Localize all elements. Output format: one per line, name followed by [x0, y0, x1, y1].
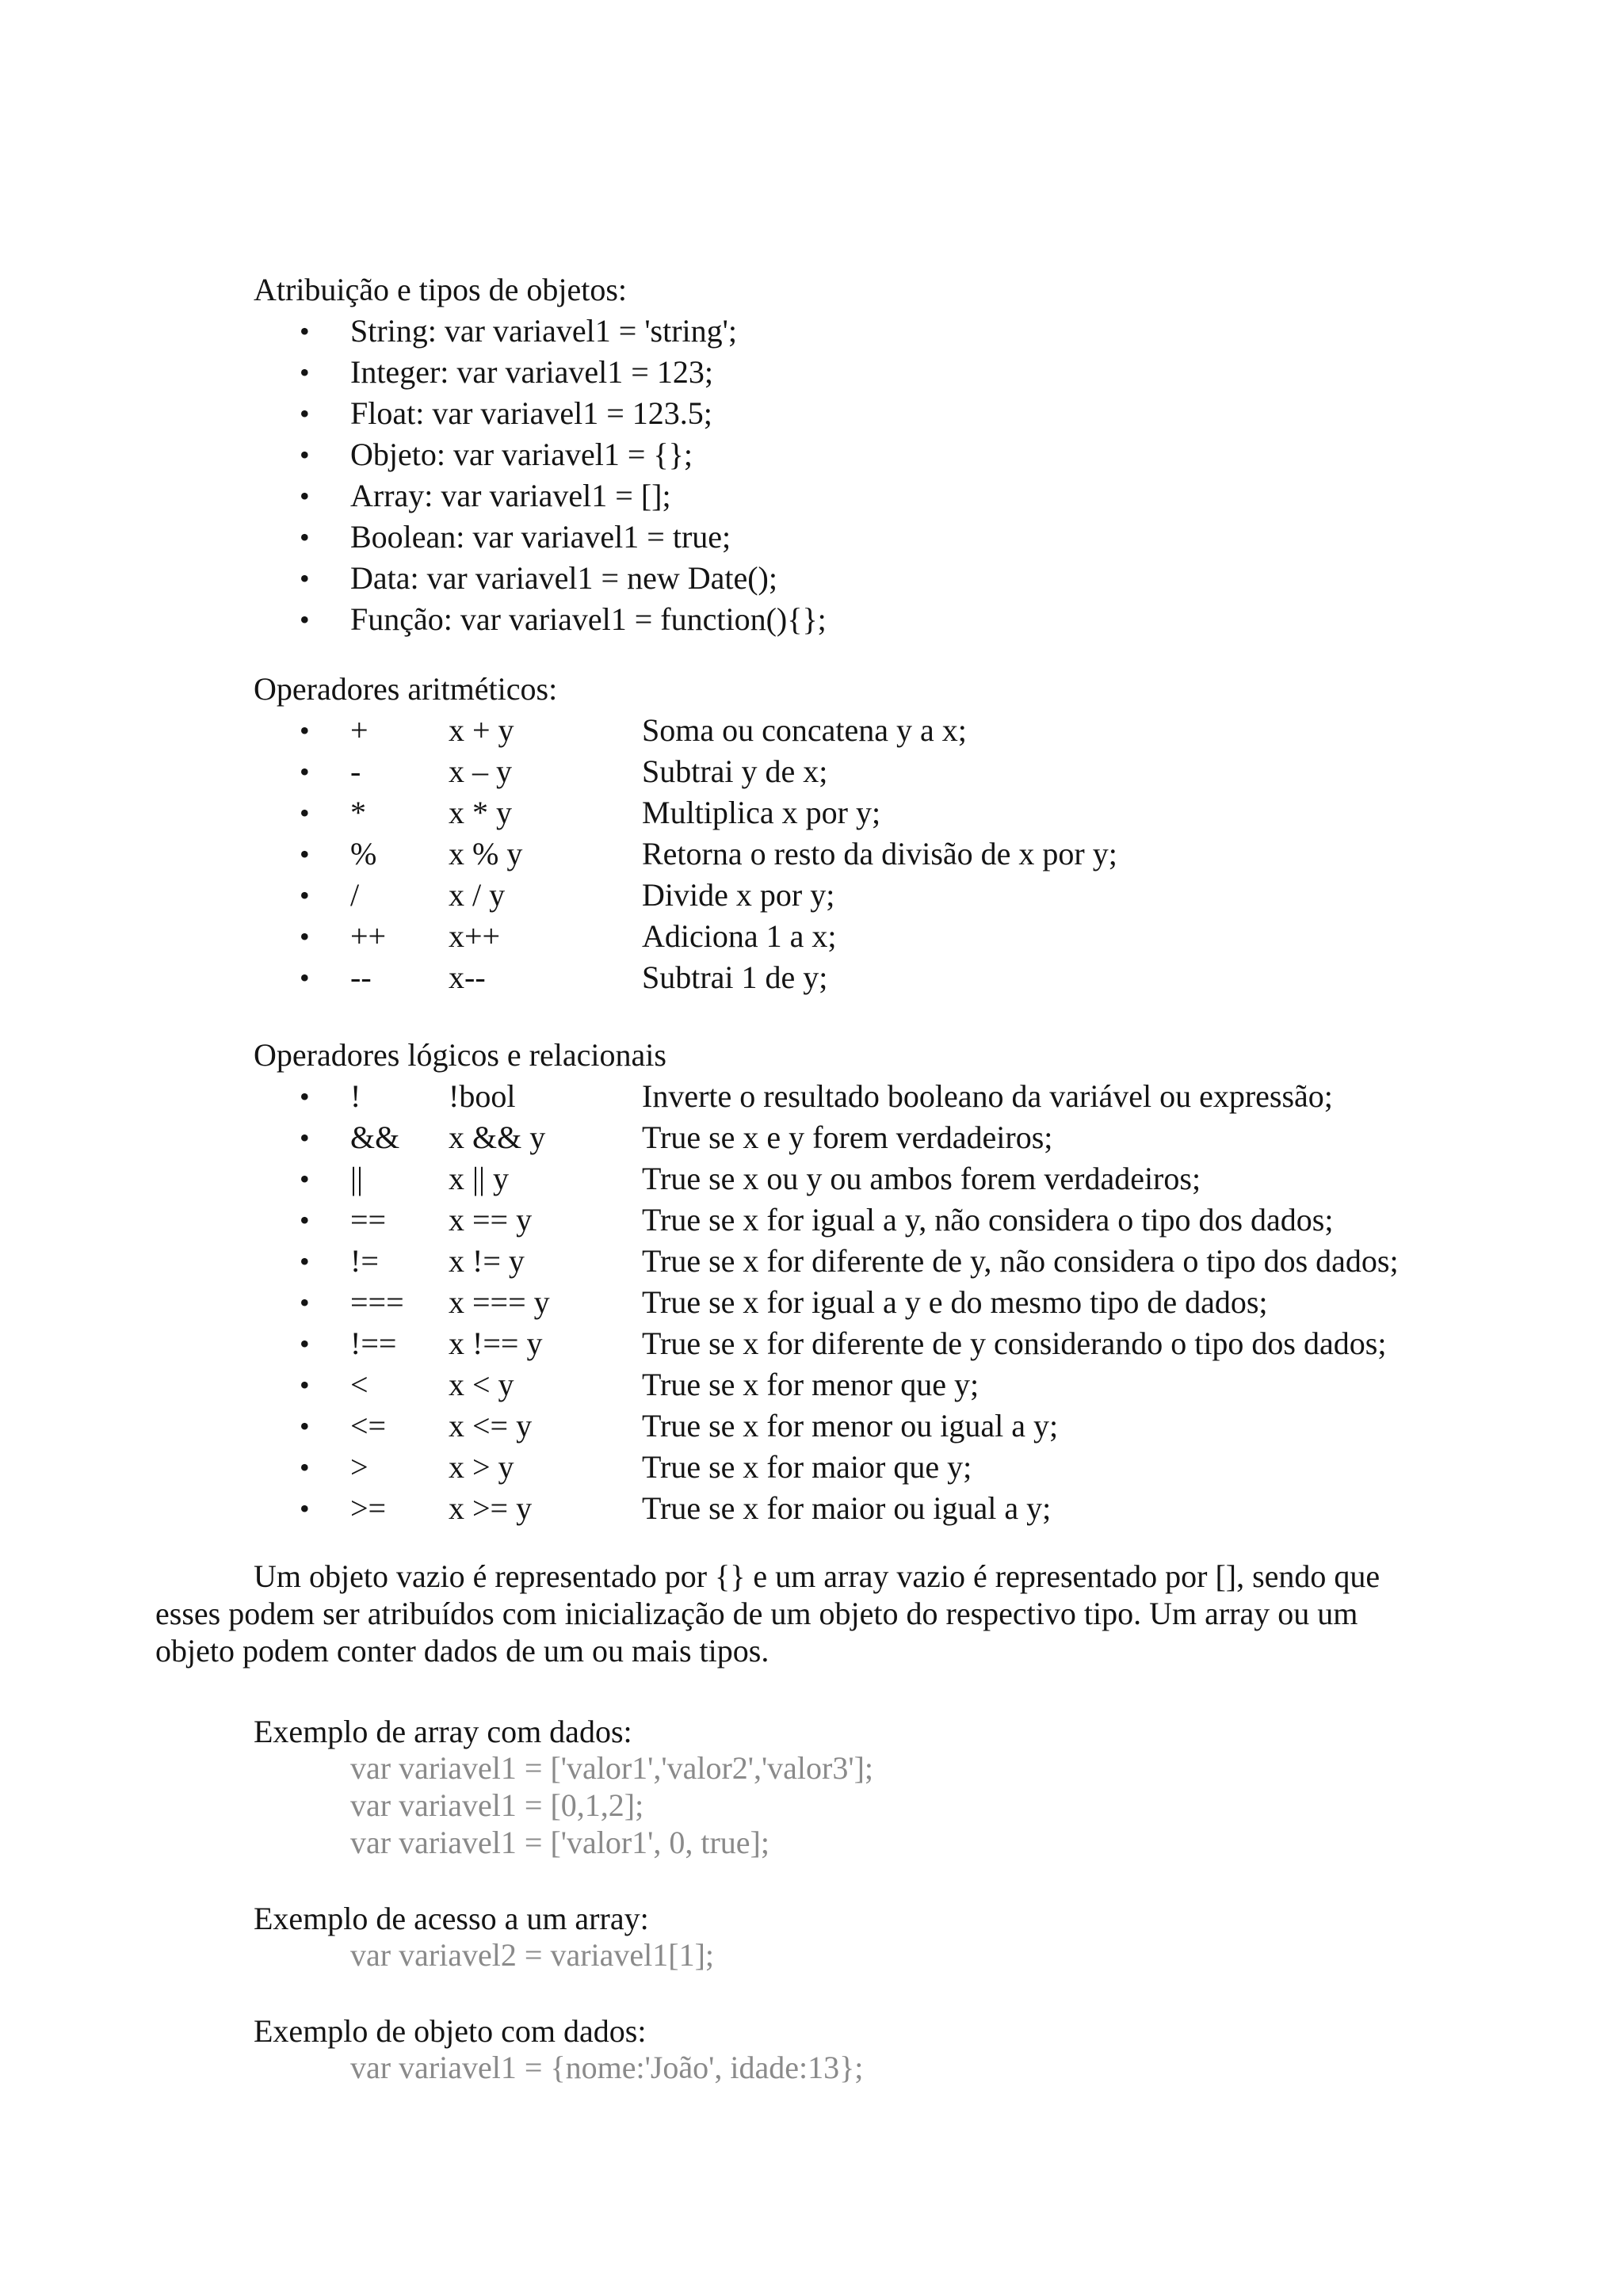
- code-line: var variavel2 = variavel1[1];: [350, 1937, 715, 1973]
- bullet: •: [300, 315, 310, 347]
- bullet: •: [300, 604, 310, 635]
- operator-expression: x > y: [449, 1449, 514, 1485]
- bullet: •: [300, 962, 310, 994]
- bullet: •: [300, 1245, 310, 1277]
- bullet: •: [300, 1493, 310, 1524]
- operator-expression: x < y: [449, 1367, 514, 1402]
- operator-expression: x--: [449, 959, 486, 995]
- bullet: •: [300, 838, 310, 870]
- operator-symbol: !: [350, 1078, 361, 1114]
- bullet: •: [300, 357, 310, 388]
- operator-expression: x * y: [449, 795, 512, 830]
- code-line: var variavel1 = ['valor1','valor2','valor3'];: [350, 1750, 873, 1786]
- operator-expression: x % y: [449, 836, 523, 871]
- example-object-title: Exemplo de objeto com dados:: [254, 2013, 647, 2049]
- bullet: •: [300, 797, 310, 829]
- operator-symbol: ||: [350, 1161, 364, 1196]
- operator-description: Adiciona 1 a x;: [642, 918, 837, 954]
- operator-symbol: >=: [350, 1490, 387, 1526]
- operator-expression: x++: [449, 918, 501, 954]
- bullet: •: [300, 1122, 310, 1154]
- example-access-title: Exemplo de acesso a um array:: [254, 1901, 649, 1936]
- operator-expression: x >= y: [449, 1490, 533, 1526]
- operator-description: True se x for diferente de y, não considera o tipo dos dados;: [642, 1243, 1399, 1279]
- paragraph-line: esses podem ser atribuídos com inicialização de um objeto do respectivo tipo. Um array ou um: [155, 1596, 1358, 1631]
- section-logic-title: Operadores lógicos e relacionais: [254, 1037, 666, 1073]
- body-paragraph: [155, 1558, 1439, 1669]
- operator-symbol: -: [350, 753, 361, 789]
- operator-description: True se x for diferente de y considerando o tipo dos dados;: [642, 1325, 1387, 1361]
- operator-expression: !bool: [449, 1078, 516, 1114]
- bullet: •: [300, 1328, 310, 1360]
- bullet: •: [300, 439, 310, 471]
- paragraph-line: objeto podem conter dados de um ou mais tipos.: [155, 1633, 769, 1669]
- operator-description: True se x for igual a y, não considera o tipo dos dados;: [642, 1202, 1334, 1238]
- operator-description: True se x ou y ou ambos forem verdadeiros;: [642, 1161, 1201, 1196]
- bullet: •: [300, 1204, 310, 1236]
- operator-symbol: %: [350, 836, 377, 871]
- bullet: •: [300, 480, 310, 512]
- code-line: var variavel1 = ['valor1', 0, true];: [350, 1825, 769, 1860]
- bullet: •: [300, 398, 310, 429]
- operator-description: Subtrai y de x;: [642, 753, 828, 789]
- operator-symbol: !=: [350, 1243, 379, 1279]
- operator-symbol: *: [350, 795, 366, 830]
- operator-description: Inverte o resultado booleano da variável ou expressão;: [642, 1078, 1333, 1114]
- operator-expression: x !== y: [449, 1325, 543, 1361]
- operator-expression: x + y: [449, 712, 514, 748]
- bullet: •: [300, 563, 310, 594]
- operator-symbol: /: [350, 877, 360, 913]
- operator-symbol: >: [350, 1449, 369, 1485]
- bullet: •: [300, 1451, 310, 1483]
- operator-symbol: !==: [350, 1325, 397, 1361]
- section-types-title: Atribuição e tipos de objetos:: [254, 272, 628, 307]
- operator-expression: x != y: [449, 1243, 525, 1279]
- operator-symbol: <: [350, 1367, 369, 1402]
- bullet: •: [300, 521, 310, 553]
- bullet: •: [300, 1369, 310, 1401]
- bullet: •: [300, 1081, 310, 1112]
- bullet: •: [300, 921, 310, 952]
- bullet: •: [300, 1287, 310, 1318]
- operator-expression: x – y: [449, 753, 512, 789]
- operator-description: Multiplica x por y;: [642, 795, 881, 830]
- operator-description: Divide x por y;: [642, 877, 835, 913]
- operator-expression: x === y: [449, 1284, 550, 1320]
- operator-description: True se x for menor que y;: [642, 1367, 980, 1402]
- operator-description: Soma ou concatena y a x;: [642, 712, 967, 748]
- operator-expression: x <= y: [449, 1408, 533, 1444]
- bullet: •: [300, 715, 310, 746]
- operator-symbol: --: [350, 959, 372, 995]
- operator-expression: x && y: [449, 1119, 546, 1155]
- operator-symbol: ===: [350, 1284, 404, 1320]
- paragraph-line: Um objeto vazio é representado por {} e um array vazio é representado por [], sendo que: [254, 1558, 1381, 1594]
- operator-expression: x == y: [449, 1202, 533, 1238]
- operator-description: True se x for maior que y;: [642, 1449, 972, 1485]
- operator-description: Subtrai 1 de y;: [642, 959, 828, 995]
- document-page: Atribuição e tipos de objetos: • String: var variavel1 = 'string'; • Integer: var variavel1 = 123; • Float: var variavel1 = 123.5; • Objeto: var variavel1 = {}; • Array: var variavel1 = []; • Boolean: var variavel1 = true; • Data: var variavel1 = new Date(); • Função: var variavel1 = function(){}; Operadores aritméticos: • + x + y Soma ou concatena y a x; • - x – y Subtrai y de x; • * x * y Multiplica x por y; • % x % y Retorna o resto da divisão de x por y; • / x / y Divide x por y; • ++ x++ Adiciona 1 a x; • -- x-- Subtrai 1 de y; Operadores lógicos e relacionais • ! !bool Inverte o resultado booleano da variável ou expressão; • && x && y True se x e y forem verdadeiros; • || x || y True se x ou y ou ambos forem verdadeiros; • == x == y True se x for igual a y, não considera o tipo dos dados; • != x != y True se x for diferente de y, não considera o tipo dos dados; • === x === y True se x for igual a y e do mesmo tipo de dados; • !== x !== y True se x for diferente de y considerando o tipo dos dados; • < x < y True se x for menor que y; • <= x <= y True se x for menor ou igual a y; • > x > y True se x for maior que y; • >= x >= y True se x for maior ou igual a y; Um objeto vazio é representado por {} e um array vazio é representado por [], sendo que esses podem ser atribuídos com inicialização de um objeto do respectivo tipo. Um array ou um objeto podem conter dados de um ou mais tipos. Exemplo de array com dados: var variavel1 = ['valor1','valor2','valor3']; var variavel1 = [0,1,2]; var variavel1 = ['valor1', 0, true]; Exemplo de acesso a um array: var variavel2 = variavel1[1]; Exemplo de objeto com dados: var variavel1 = {nome:'João', idade:13};: [0, 0, 1623, 2296]
- example-array-title: Exemplo de array com dados:: [254, 1714, 632, 1749]
- bullet: •: [300, 879, 310, 911]
- operator-symbol: ++: [350, 918, 387, 954]
- bullet: •: [300, 1163, 310, 1195]
- operator-symbol: +: [350, 712, 369, 748]
- operator-symbol: &&: [350, 1119, 400, 1155]
- bullet: •: [300, 756, 310, 788]
- operator-description: True se x for menor ou igual a y;: [642, 1408, 1059, 1444]
- code-line: var variavel1 = [0,1,2];: [350, 1787, 644, 1823]
- bullet: •: [300, 1410, 310, 1442]
- code-line: var variavel1 = {nome:'João', idade:13};: [350, 2050, 864, 2085]
- operator-symbol: ==: [350, 1202, 387, 1238]
- operator-description: True se x e y forem verdadeiros;: [642, 1119, 1053, 1155]
- section-arith-title: Operadores aritméticos:: [254, 671, 558, 707]
- operator-expression: x || y: [449, 1161, 510, 1196]
- operator-description: Retorna o resto da divisão de x por y;: [642, 836, 1117, 871]
- operator-description: True se x for maior ou igual a y;: [642, 1490, 1052, 1526]
- operator-description: True se x for igual a y e do mesmo tipo de dados;: [642, 1284, 1268, 1320]
- operator-symbol: <=: [350, 1408, 387, 1444]
- operator-expression: x / y: [449, 877, 506, 913]
